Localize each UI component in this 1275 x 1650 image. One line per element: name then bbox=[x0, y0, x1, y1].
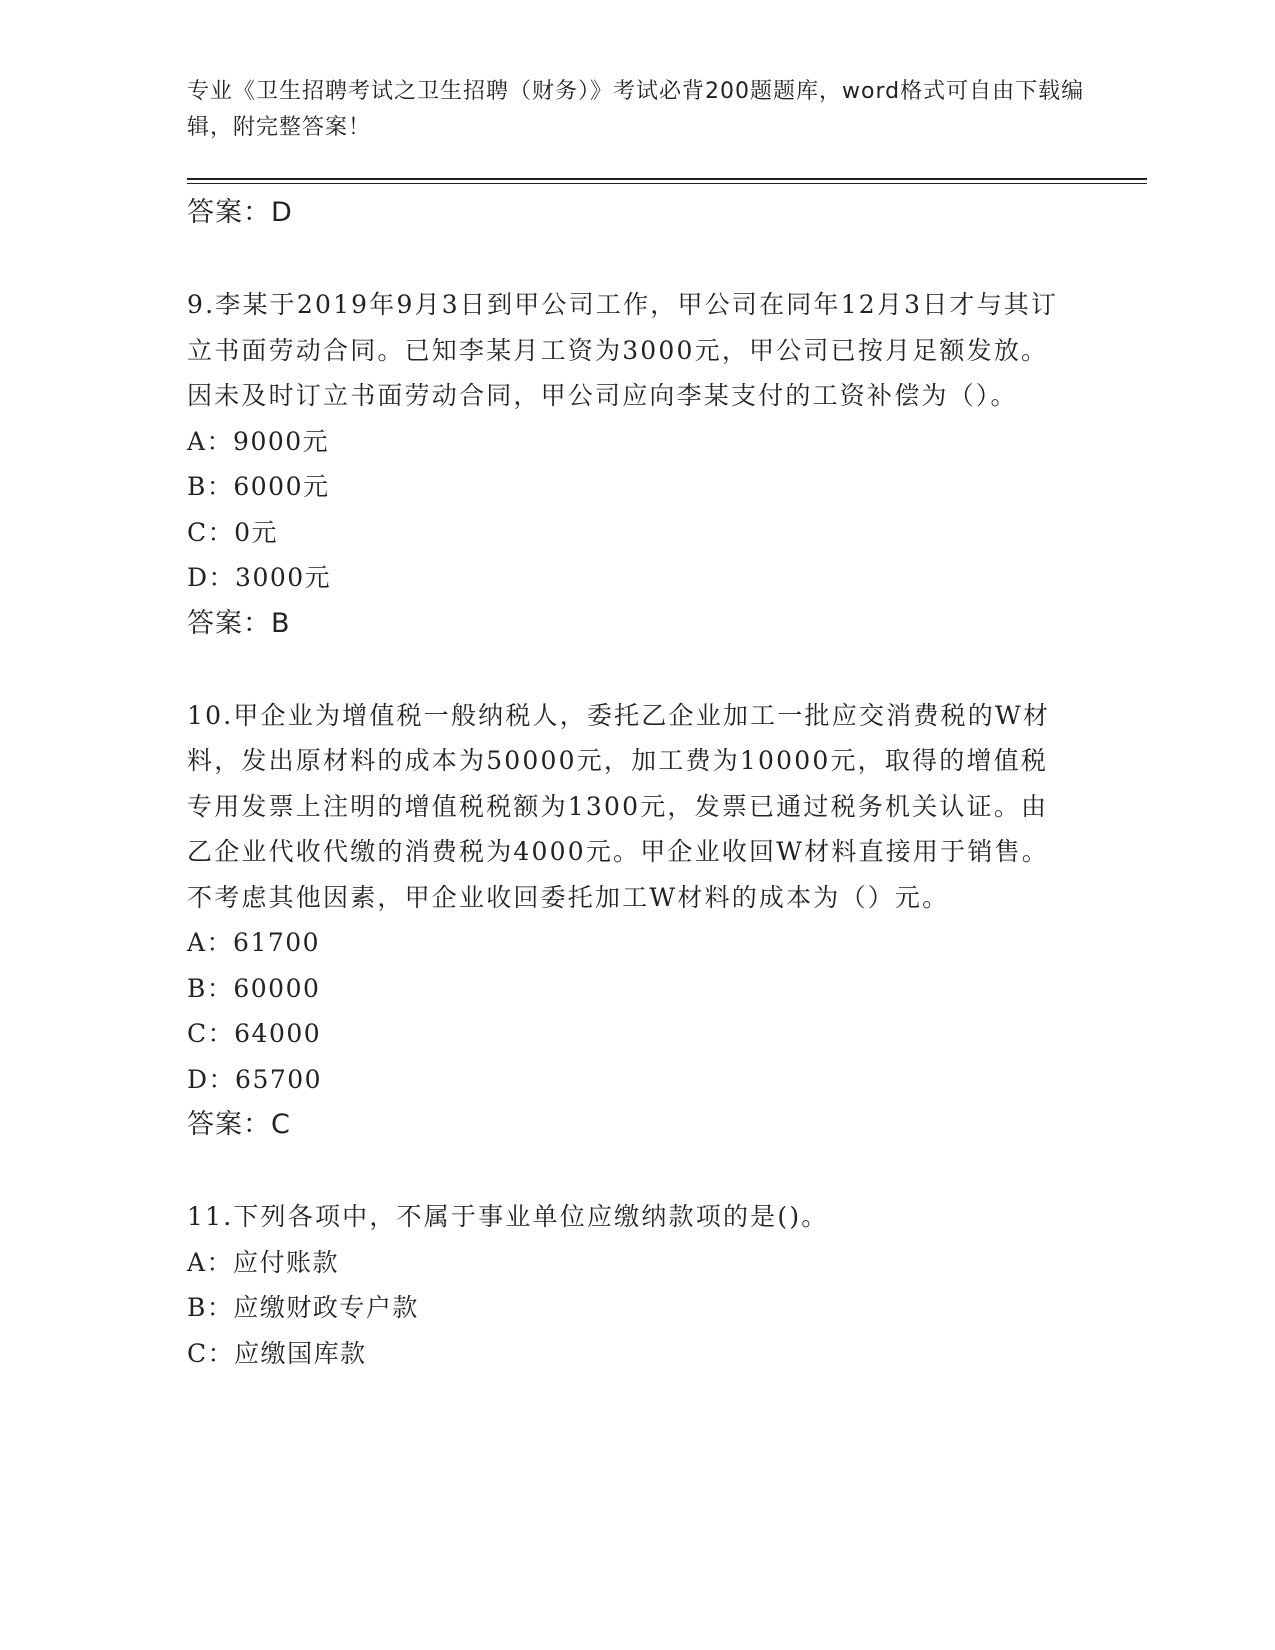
question-text: 11.下列各项中，不属于事业单位应缴纳款项的是()。 bbox=[187, 1202, 829, 1231]
option-b: B：6000元 bbox=[187, 472, 330, 501]
document-body bbox=[187, 190, 1067, 1376]
answer-line: 答案：B bbox=[187, 607, 291, 639]
header-divider bbox=[187, 178, 1147, 180]
option-c: C：0元 bbox=[187, 517, 279, 547]
spacer bbox=[187, 647, 1067, 693]
option-d: D：3000元 bbox=[187, 563, 332, 592]
question-text: 10.甲企业为增值税一般纳税人，委托乙企业加工一批应交消费税的W材料，发出原材料的成本为50000元，加工费为10000元，取得的增值税专用发票上注明的增值税税额为1300元，发票已通过税务机关认证。由乙企业代收代缴的消费税为4000元。甲企业收回W材料直接用于销售。不考虑其他因素，甲企业收回委托加工W材料的成本为（）元。 bbox=[187, 700, 1051, 912]
page-header: 专业《卫生招聘考试之卫生招聘（财务）》考试必背200题题库，word格式可自由下载编辑，附完整答案！ bbox=[187, 79, 1085, 140]
option-a: A：9000元 bbox=[187, 426, 330, 456]
option-c: C：应缴国库款 bbox=[187, 1338, 367, 1368]
answer-line: 答案：C bbox=[187, 1109, 291, 1140]
spacer bbox=[187, 1148, 1067, 1194]
option-d: D：65700 bbox=[187, 1064, 323, 1094]
question-text: 9.李某于2019年9月3日到甲公司工作，甲公司在同年12月3日才与其订立书面劳动合同。已知李某月工资为3000元，甲公司已按月足额发放。因未及时订立书面劳动合同，甲公司应向李某支付的工资补偿为（）。 bbox=[187, 290, 1059, 410]
option-b: B：60000 bbox=[187, 973, 321, 1003]
option-a: A：应付账款 bbox=[187, 1247, 340, 1277]
spacer bbox=[187, 236, 1067, 282]
header-divider-thin bbox=[187, 183, 1147, 184]
option-c: C：64000 bbox=[187, 1019, 322, 1048]
option-b: B：应缴财政专户款 bbox=[187, 1293, 419, 1322]
option-a: A：61700 bbox=[187, 928, 321, 957]
answer-line: 答案：D bbox=[187, 197, 293, 228]
